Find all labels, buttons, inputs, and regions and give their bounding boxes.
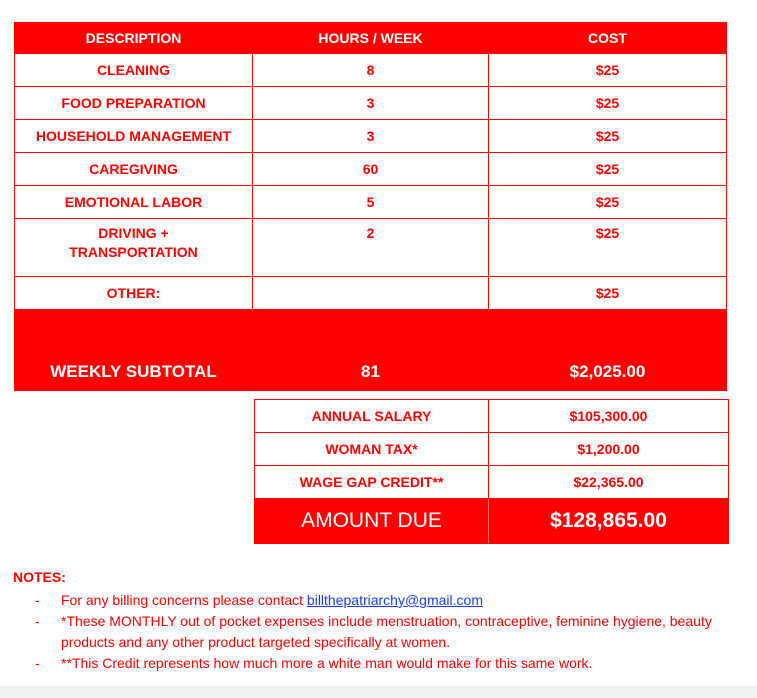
summary-table xyxy=(254,399,729,544)
column-header-cost: COST xyxy=(489,23,727,54)
row-description: CAREGIVING xyxy=(15,153,253,186)
amount-due-label: AMOUNT DUE xyxy=(255,499,489,544)
row-hours: 8 xyxy=(253,54,489,87)
table-header-row xyxy=(15,23,727,54)
woman-tax-label: WOMAN TAX* xyxy=(255,433,489,466)
row-cost: $25 xyxy=(489,153,727,186)
table-row xyxy=(15,277,727,310)
row-description: FOOD PREPARATION xyxy=(15,87,253,120)
row-cost: $25 xyxy=(489,54,727,87)
table-row xyxy=(15,186,727,219)
row-hours: 5 xyxy=(253,186,489,219)
credit-note-text: **This Credit represents how much more a white man would make for this same work. xyxy=(61,655,593,671)
row-hours xyxy=(253,277,489,310)
list-dash: - xyxy=(35,613,40,629)
list-item xyxy=(35,590,725,611)
column-header-hours: HOURS / WEEK xyxy=(253,23,489,54)
table-row xyxy=(15,87,727,120)
woman-tax-value: $1,200.00 xyxy=(489,433,729,466)
row-cost: $25 xyxy=(489,120,727,153)
wage-gap-credit-value: $22,365.00 xyxy=(489,466,729,499)
contact-text: For any billing concerns please contact xyxy=(61,592,307,608)
notes-title: NOTES: xyxy=(13,569,66,585)
list-dash: - xyxy=(35,592,40,608)
row-description: HOUSEHOLD MANAGEMENT xyxy=(15,120,253,153)
row-hours: 2 xyxy=(253,219,489,277)
column-header-description: DESCRIPTION xyxy=(15,23,253,54)
wage-gap-credit-row xyxy=(255,466,729,499)
list-item xyxy=(35,653,725,674)
annual-salary-label: ANNUAL SALARY xyxy=(255,400,489,433)
cost-breakdown-table xyxy=(14,22,727,391)
subtotal-label: WEEKLY SUBTOTAL xyxy=(15,310,253,391)
row-description xyxy=(15,219,253,277)
table-row xyxy=(15,54,727,87)
subtotal-cost: $2,025.00 xyxy=(489,310,727,391)
row-description-text: DRIVING + TRANSPORTATION xyxy=(69,225,198,260)
annual-salary-row xyxy=(255,400,729,433)
notes-list xyxy=(35,590,725,674)
page-bottom-strip xyxy=(0,686,757,698)
woman-tax-row xyxy=(255,433,729,466)
row-cost: $25 xyxy=(489,186,727,219)
row-hours: 3 xyxy=(253,87,489,120)
row-description: EMOTIONAL LABOR xyxy=(15,186,253,219)
row-hours: 3 xyxy=(253,120,489,153)
monthly-note-text: *These MONTHLY out of pocket expenses include menstruation, contraceptive, feminine hygiene, beauty products and any other product targeted specifically at women. xyxy=(61,613,712,650)
table-row xyxy=(15,120,727,153)
amount-due-row xyxy=(255,499,729,544)
row-hours: 60 xyxy=(253,153,489,186)
subtotal-row xyxy=(15,310,727,391)
table-row xyxy=(15,153,727,186)
row-description: CLEANING xyxy=(15,54,253,87)
annual-salary-value: $105,300.00 xyxy=(489,400,729,433)
amount-due-value: $128,865.00 xyxy=(489,499,729,544)
subtotal-hours: 81 xyxy=(253,310,489,391)
table-row xyxy=(15,219,727,277)
row-cost: $25 xyxy=(489,219,727,277)
wage-gap-credit-label: WAGE GAP CREDIT** xyxy=(255,466,489,499)
row-description: OTHER: xyxy=(15,277,253,310)
row-cost: $25 xyxy=(489,87,727,120)
list-item xyxy=(35,611,725,653)
list-dash: - xyxy=(35,655,40,671)
contact-email-link[interactable]: billthepatriarchy@gmail.com xyxy=(306,592,483,608)
row-cost: $25 xyxy=(489,277,727,310)
